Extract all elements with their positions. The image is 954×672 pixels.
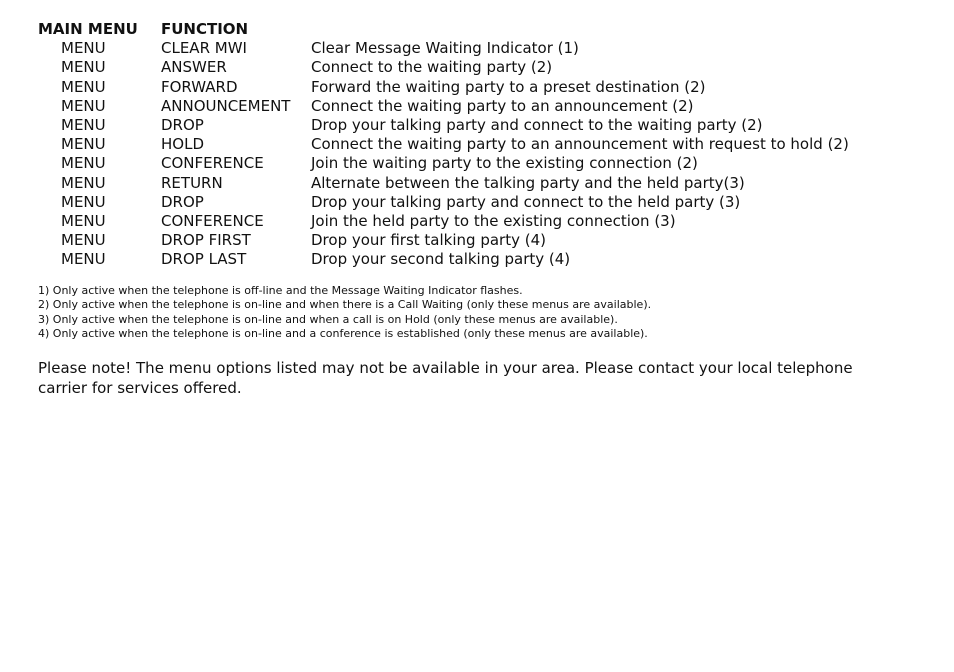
- menu-cell: MENU: [61, 192, 106, 211]
- table-row: [38, 193, 849, 212]
- header-main-menu: MAIN MENU: [38, 20, 138, 38]
- function-cell: CLEAR MWI: [161, 39, 247, 58]
- document-page: [38, 20, 918, 398]
- description-cell: Connect the waiting party to an announcement (2): [311, 96, 694, 115]
- header-function: FUNCTION: [161, 20, 249, 38]
- table-row: [38, 116, 849, 135]
- description-cell: Alternate between the talking party and the held party(3): [311, 173, 745, 192]
- menu-cell: MENU: [61, 154, 106, 173]
- menu-cell: MENU: [61, 250, 106, 269]
- menu-cell: MENU: [61, 116, 106, 135]
- function-cell: RETURN: [161, 173, 223, 192]
- description-cell: Drop your talking party and connect to the waiting party (2): [311, 116, 763, 135]
- table-row: [38, 212, 849, 231]
- function-cell: CONFERENCE: [161, 212, 264, 231]
- function-cell: ANSWER: [161, 58, 227, 77]
- function-cell: ANNOUNCEMENT: [161, 96, 291, 115]
- function-cell: HOLD: [161, 135, 204, 154]
- function-cell: FORWARD: [161, 77, 238, 96]
- footnote-1: 1) Only active when the telephone is off-line and the Message Waiting Indicator flashes.: [38, 283, 523, 297]
- menu-cell: MENU: [61, 173, 106, 192]
- menu-cell: MENU: [61, 58, 106, 77]
- description-cell: Drop your second talking party (4): [311, 250, 571, 269]
- function-cell: DROP FIRST: [161, 231, 251, 250]
- table-row: [38, 174, 849, 193]
- availability-note: Please note! The menu options listed may not be available in your area. Please contact your local telephone carrier for services offered.: [38, 359, 853, 398]
- footnote-4: 4) Only active when the telephone is on-line and a conference is established (only these menus are available).: [38, 327, 648, 341]
- table-row: [38, 135, 849, 154]
- table-row: [38, 78, 849, 97]
- description-cell: Join the waiting party to the existing connection (2): [311, 154, 698, 173]
- table-row: [38, 97, 849, 116]
- function-cell: DROP LAST: [161, 250, 247, 269]
- function-cell: DROP: [161, 192, 204, 211]
- description-cell: Drop your first talking party (4): [311, 231, 546, 250]
- function-cell: CONFERENCE: [161, 154, 264, 173]
- table-row: [38, 250, 849, 269]
- table-row: [38, 58, 849, 77]
- table-row: [38, 231, 849, 250]
- description-cell: Connect to the waiting party (2): [311, 58, 553, 77]
- menu-cell: MENU: [61, 212, 106, 231]
- description-cell: Join the held party to the existing connection (3): [311, 212, 676, 231]
- menu-function-table: [38, 20, 849, 270]
- footnotes: [38, 284, 918, 342]
- description-cell: Forward the waiting party to a preset destination (2): [311, 77, 706, 96]
- table-row: [38, 154, 849, 173]
- table-row: [38, 39, 849, 58]
- menu-cell: MENU: [61, 39, 106, 58]
- description-cell: Drop your talking party and connect to the held party (3): [311, 192, 741, 211]
- menu-cell: MENU: [61, 96, 106, 115]
- description-cell: Connect the waiting party to an announcement with request to hold (2): [311, 135, 849, 154]
- footnote-2: 2) Only active when the telephone is on-line and when there is a Call Waiting (only these menus are available).: [38, 298, 652, 312]
- table-header-row: [38, 20, 849, 39]
- menu-cell: MENU: [61, 231, 106, 250]
- menu-cell: MENU: [61, 77, 106, 96]
- menu-cell: MENU: [61, 135, 106, 154]
- description-cell: Clear Message Waiting Indicator (1): [311, 39, 579, 58]
- header-description: [311, 20, 849, 39]
- footnote-3: 3) Only active when the telephone is on-line and when a call is on Hold (only these menus are available).: [38, 312, 618, 326]
- function-cell: DROP: [161, 116, 204, 135]
